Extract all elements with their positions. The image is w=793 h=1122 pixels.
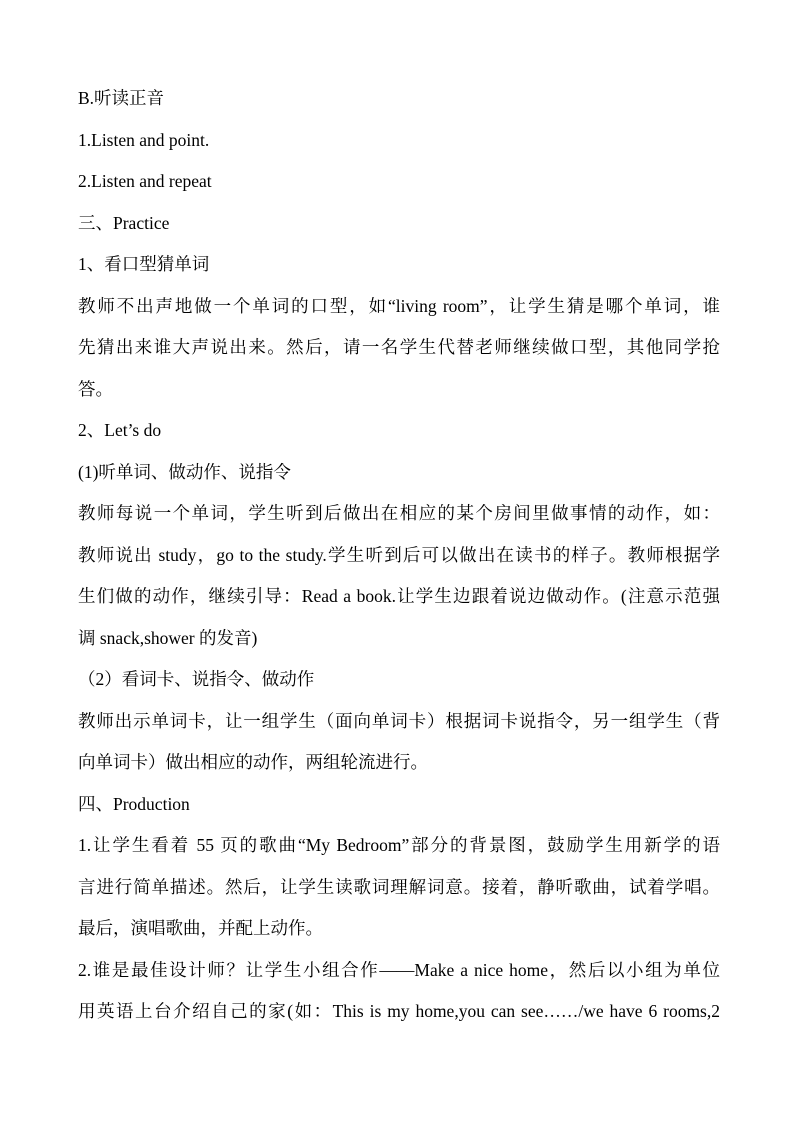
section-heading-production: 四、Production — [78, 794, 190, 814]
subheading-mouth-guess: 1、看口型猜单词 — [78, 254, 210, 274]
subheading-card-command: （2）看词卡、说指令、做动作 — [78, 669, 315, 689]
paragraph-line: 教师说出 study，go to the study.学生听到后可以做出在读书的样子。教师根据学 — [78, 545, 720, 565]
paragraph-line: 教师出示单词卡，让一组学生（面向单词卡）根据词卡说指令，另一组学生（背 — [78, 711, 720, 731]
paragraph-line: 最后，演唱歌曲，并配上动作。 — [78, 918, 323, 938]
paragraph-line: 用英语上台介绍自己的家(如：This is my home,you can see……/we have 6 rooms,2 — [78, 1001, 720, 1021]
paragraph-line: 1.让学生看着 55 页的歌曲“My Bedroom”部分的背景图，鼓励学生用新学的语 — [78, 835, 720, 855]
step-listen-repeat: 2.Listen and repeat — [78, 171, 212, 191]
paragraph-line: 答。 — [78, 379, 113, 399]
paragraph-line: 教师不出声地做一个单词的口型，如“living room”，让学生猜是哪个单词，谁 — [78, 296, 720, 316]
paragraph-line: 调 snack,shower 的发音) — [78, 628, 258, 648]
section-heading-practice: 三、Practice — [78, 213, 170, 233]
subheading-listen-act: (1)听单词、做动作、说指令 — [78, 462, 291, 482]
paragraph-line: 向单词卡）做出相应的动作，两组轮流进行。 — [78, 752, 428, 772]
step-listen-point: 1.Listen and point. — [78, 130, 210, 150]
paragraph-line: 言进行简单描述。然后，让学生读歌词理解词意。接着，静听歌曲，试着学唱。 — [78, 877, 720, 897]
paragraph-line: 先猜出来谁大声说出来。然后，请一名学生代替老师继续做口型，其他同学抢 — [78, 337, 720, 357]
paragraph-line: 生们做的动作，继续引导：Read a book.让学生边跟着说边做动作。(注意示范强 — [78, 586, 720, 606]
paragraph-line: 教师每说一个单词，学生听到后做出在相应的某个房间里做事情的动作，如： — [78, 503, 720, 523]
paragraph-line: 2.谁是最佳设计师？让学生小组合作——Make a nice home，然后以小组为单位 — [78, 960, 720, 980]
subheading-lets-do: 2、Let’s do — [78, 420, 162, 440]
section-heading-listen-read: B.听读正音 — [78, 88, 165, 108]
